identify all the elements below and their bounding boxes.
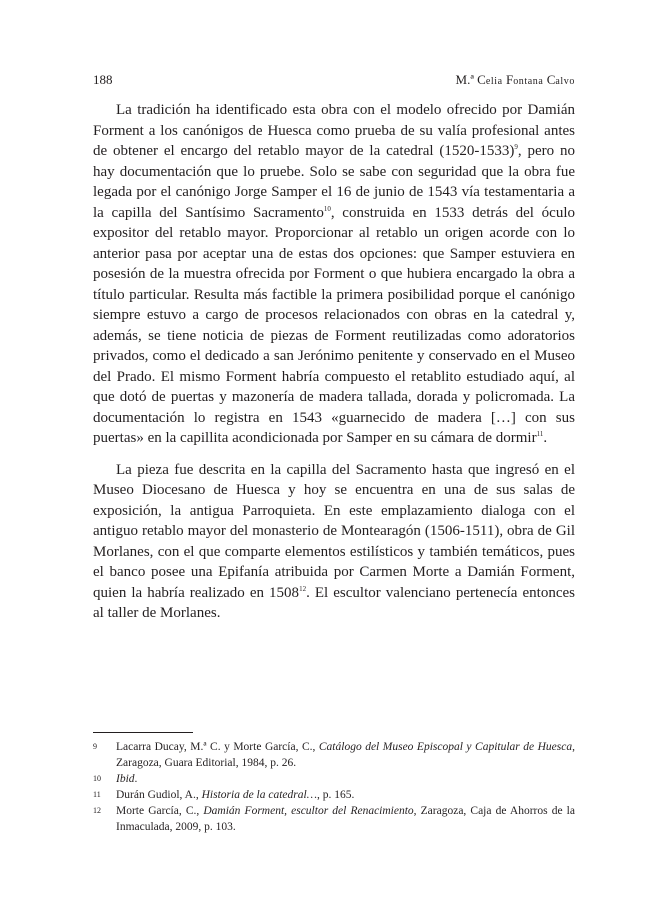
paragraph-1 xyxy=(93,100,575,449)
p1-text-2: , pero no hay documentación que lo pruebe. Solo se sabe con seguridad que la obra fue legada por el canónigo Jorge Samper el 16 de junio de 1543 vía testamentaria a la capilla del Santísimo Sacramento xyxy=(93,143,575,221)
p1-text-1: La tradición ha identificado esta obra con el modelo ofrecido por Damián Forment a los canónigos de Huesca como prueba de su valía profesional antes de obtener el encargo del retablo mayor de la catedral (1520-1533) xyxy=(93,102,575,159)
footnote-ref-11[interactable]: 11 xyxy=(536,430,544,438)
author-last1-rest: ontana xyxy=(513,76,544,87)
body-text xyxy=(93,100,575,635)
footnote-ref-10[interactable]: 10 xyxy=(323,204,331,213)
footnote-ref-9[interactable]: 9 xyxy=(514,143,518,151)
author-last2-initial: C xyxy=(546,72,556,87)
footnote-ref-12[interactable]: 12 xyxy=(299,584,307,593)
running-head-author xyxy=(456,72,575,88)
author-last1-initial: F xyxy=(505,72,514,87)
footnote-9 xyxy=(93,739,575,771)
footnote-title: Ibid xyxy=(116,773,135,785)
footnotes xyxy=(93,739,575,835)
footnote-number: 11 xyxy=(93,790,101,799)
author-initial: M.ª C xyxy=(455,72,486,87)
page-header xyxy=(93,72,575,92)
author-last2-rest: alvo xyxy=(555,76,575,87)
footnote-number: 10 xyxy=(93,774,101,783)
p1-text-3: , construida en 1533 detrás del óculo expositor del retablo mayor. Proporcionar al retablo un origen acorde con lo anterior pasa por aceptar una de estas dos opciones: que Samper estuviera en posesión de la muestra ofrecida por Forment o que hubiera encargado la obra a título particular. Resulta más factible la primera posibilidad porque el canónigo siempre estuvo a cargo de procesos relacionados con obras en la catedral y, además, se tiene noticia de piezas de Forment reutilizadas como adoratorios privados, como el dedicado a san Jerónimo penitente y conservado en el Museo del Prado. El mismo Forment habría compuesto el retablito estudiado aquí, al que dotó de puertas y mazonería de madera tallada, dorada y policromada. La documentación lo registra en 1543 «guarnecido de madera […] con sus puertas» en la capillita acondicionada por Samper en su cámara de dormir xyxy=(93,204,576,446)
footnote-text: . xyxy=(134,773,138,785)
footnote-title: Historia de la catedral… xyxy=(201,789,317,801)
author-first-rest: elia xyxy=(485,76,503,87)
footnote-text: , p. 165. xyxy=(316,789,355,801)
footnote-10 xyxy=(93,771,575,787)
footnote-text: Lacarra Ducay, M.ª C. y Morte García, C., xyxy=(116,741,319,753)
page-number: 188 xyxy=(93,72,113,87)
footnote-12 xyxy=(93,803,575,835)
p1-text-4: . xyxy=(543,430,548,446)
footnote-11 xyxy=(93,787,575,803)
footnote-title: Catálogo del Museo Episcopal y Capitular de Huesca xyxy=(318,741,573,753)
paragraph-2 xyxy=(93,460,575,624)
footnote-text: , Zaragoza, Guara Editorial, 1984, p. 26. xyxy=(116,741,575,769)
footnote-number: 12 xyxy=(93,806,101,815)
footnote-title: Damián Forment, escultor del Renacimiento xyxy=(203,805,414,817)
footnote-text: , Zaragoza, Caja de Ahorros de la Inmaculada, 2009, p. 103. xyxy=(116,805,575,833)
p2-text-2: . El escultor valenciano pertenecía entonces al taller de Morlanes. xyxy=(93,584,575,621)
p2-text-1: La pieza fue descrita en la capilla del Sacramento hasta que ingresó en el Museo Diocesano de Huesca y hoy se encuentra en una de sus salas de exposición, la antigua Parroquieta. En este emplazamiento dialoga con el antiguo retablo mayor del monasterio de Montearagón (1506-1511), obra de Gil Morlanes, con el que comparte elementos estilísticos y también temáticos, pues el banco posee una Epifanía atribuida por Carmen Morte a Damián Forment, quien la habría realizado en 1508 xyxy=(93,461,575,601)
footnote-text: Durán Gudiol, A., xyxy=(116,789,202,801)
footnote-text: Morte García, C., xyxy=(116,805,204,817)
footnote-separator xyxy=(93,732,193,733)
footnote-number: 9 xyxy=(93,742,97,751)
